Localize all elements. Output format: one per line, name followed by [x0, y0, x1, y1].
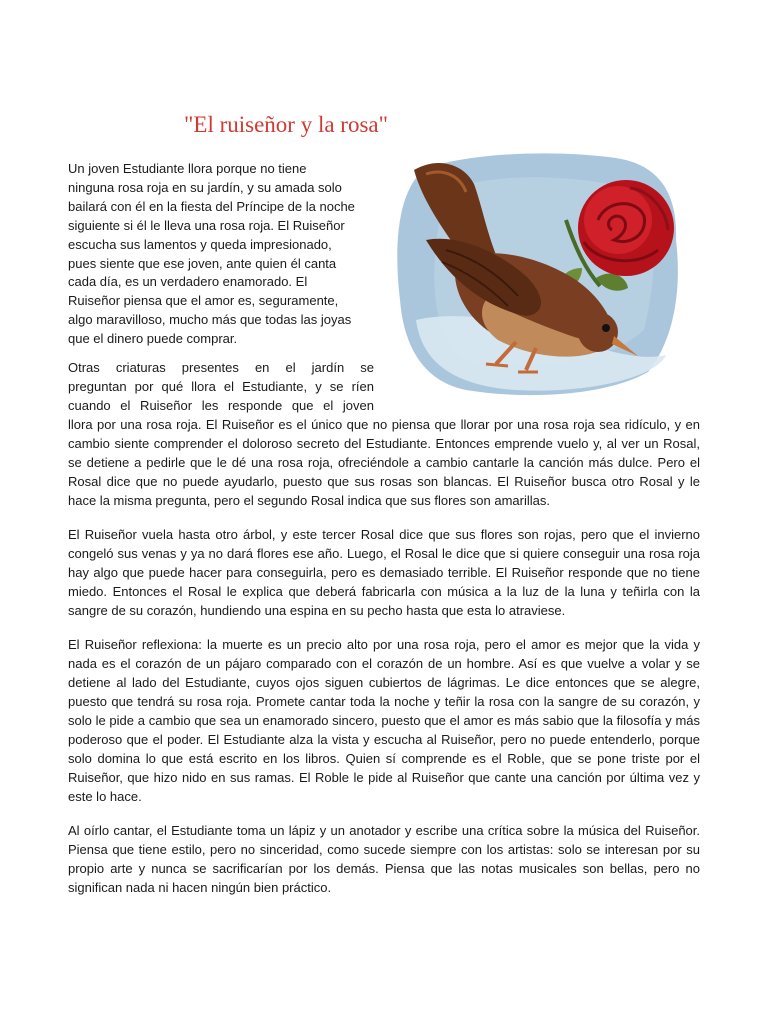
text-line: que el dinero puede comprar. — [68, 331, 238, 347]
paragraph-2-wrapped — [68, 358, 374, 415]
text-line: pues siente que ese joven, ante quien él canta — [68, 255, 337, 271]
text-line: cada día, es un verdadero enamorado. El — [68, 274, 308, 290]
text-line: preguntan por qué llora el Estudiante, y se ríen — [68, 379, 374, 394]
text-line: algo maravilloso, mucho más que todas las joyas — [68, 312, 352, 328]
paragraph-5: Al oírlo cantar, el Estudiante toma un lápiz y un anotador y escribe una crítica sobre la música del Ruiseñor. Piensa que tiene estilo, pero no sinceridad, como sucede siempre con los artistas: solo se interesan por su propio arte y nunca se sacrificarían por los demás. Piensa que las notas musicales son bellas, pero no significan nada ni hacen ningún bien práctico. — [68, 823, 700, 895]
nightingale-rose-illustration — [386, 150, 686, 400]
paragraph-4: El Ruiseñor reflexiona: la muerte es un precio alto por una rosa roja, pero el amor es mejor que la vida y nada es el corazón de un pájaro comparado con el corazón de un hombre. Así es que vuelve a volar y se detiene al lado del Estudiante, cuyos ojos siguen cubiertos de lágrimas. Le dice entonces que se alegre, puesto que tendrá su rosa roja. Promete cantar toda la noche y teñir la rosa con la sangre de su corazón, y solo le pide a cambio que sea un enamorado sincero, puesto que el amor es más sabio que la filosofía y más poderoso que el poder. El Estudiante alza la vista y escucha al Ruiseñor, pero no puede entenderlo, porque solo domina lo que está escrito en los libros. Quien sí comprende es el Roble, que se pone triste por el Ruiseñor, que hizo nido en sus ramas. El Roble le pide al Ruiseñor que cante una canción por última vez y este lo hace. — [68, 637, 700, 804]
text-line: cuando el Ruiseñor les responde que el joven — [68, 398, 374, 413]
page-title: "El ruiseñor y la rosa" — [184, 112, 389, 137]
text-line: Un joven Estudiante llora porque no tiene — [68, 161, 307, 176]
text-line: Ruiseñor piensa que el amor es, seguramente, — [68, 293, 339, 309]
paragraph-3: El Ruiseñor vuela hasta otro árbol, y este tercer Rosal dice que sus flores son rojas, pero que el invierno congeló sus venas y ya no dará flores ese año. Luego, el Rosal le dice que si quiere conseguir una rosa roja hay algo que puede hacer para conseguirla, pero es demasiado terrible. El Ruiseñor responde que no tiene miedo. Entonces el Rosal le explica que deberá fabricarla con música a la luz de la luna y teñirla con la sangre de su corazón, hundiendo una espina en su pecho hasta que esta lo atraviese. — [68, 527, 700, 618]
text-line: ninguna rosa roja en su jardín, y su amada solo — [68, 179, 342, 195]
nightingale-rose-image — [386, 150, 686, 400]
text-line: escucha sus lamentos y queda impresionado, — [68, 236, 332, 252]
text-line: Otras criaturas presentes en el jardín se — [68, 360, 374, 375]
paragraph-2-continued: llora por una rosa roja. El Ruiseñor es el único que no piensa que llorar por una rosa roja sea ridículo, y en cambio siente comprender el doloroso secreto del Estudiante. Entonces emprende vuelo y, al ver un Rosal, se detiene a pedirle que le dé una rosa roja, ofreciéndole a cambio cantarle la canción más dulce. Pero el Rosal dice que no puede ayudarlo, puesto que sus rosas son blancas. El Ruiseñor busca otro Rosal y le hace la misma pregunta, pero el segundo Rosal indica que sus flores son amarillas. — [68, 417, 700, 508]
text-line: bailará con él en la fiesta del Príncipe de la noche — [68, 198, 355, 214]
intro-paragraph — [68, 160, 374, 349]
text-line: siguiente si él le lleva una rosa roja. El Ruiseñor — [68, 217, 345, 233]
